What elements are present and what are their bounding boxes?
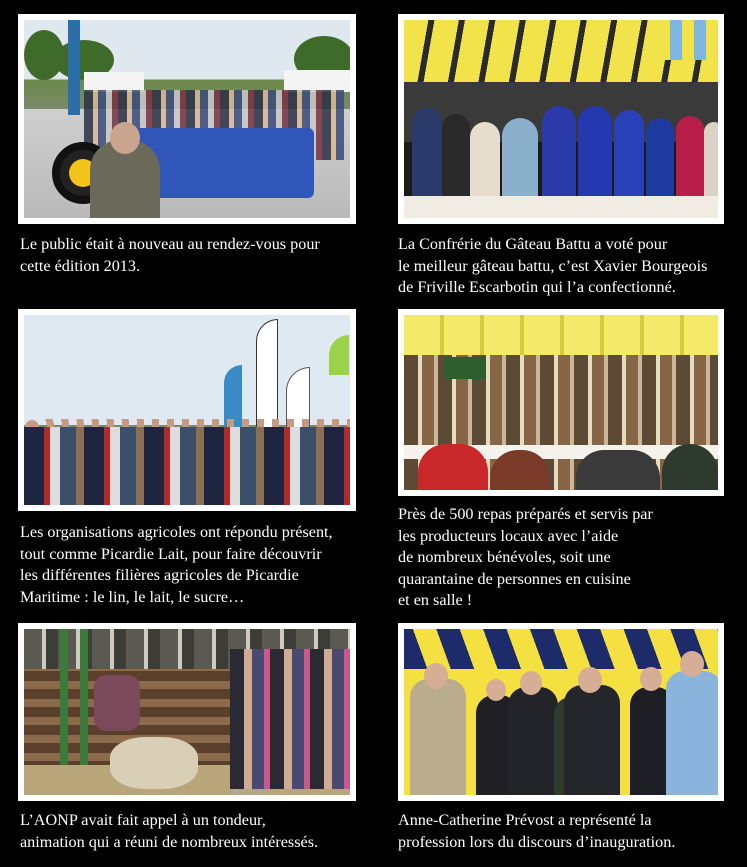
caption-confrerie: La Confrérie du Gâteau Battu a voté pour le meilleur gâteau battu, c’est Xavier Bourgeois de Friville Escarbotin qui l’a confectionné. <box>398 235 708 296</box>
caption-banquet: Près de 500 repas préparés et servis par les producteurs locaux avec l’aide de nombreux bénévoles, soit une quarantaine de personnes en cuisine et en salle ! <box>398 505 653 609</box>
photo-public-tractor <box>18 14 356 224</box>
photo-inauguration <box>398 623 724 801</box>
photo-banquet <box>398 309 724 496</box>
caption-tondeur: L’AONP avait fait appel à un tondeur, animation qui a réuni de nombreux intéressés. <box>20 811 319 851</box>
photo-organisations <box>18 309 356 511</box>
caption-inauguration: Anne-Catherine Prévost a représenté la profession lors du discours d’inauguration. <box>398 811 676 851</box>
photo-image <box>404 315 718 490</box>
caption-organisations: Les organisations agricoles ont répondu présent, tout comme Picardie Lait, pour faire découvrir les différentes filières agricoles de Picardie Maritime : le lin, le lait, le sucre… <box>20 523 333 606</box>
photo-tondeur <box>18 623 356 801</box>
photo-image <box>24 20 350 218</box>
photo-image <box>24 315 350 505</box>
caption-public: Le public était à nouveau au rendez-vous pour cette édition 2013. <box>20 235 320 275</box>
photo-image <box>404 20 718 218</box>
photo-image <box>24 629 350 795</box>
photo-confrerie <box>398 14 724 224</box>
photo-image <box>404 629 718 795</box>
